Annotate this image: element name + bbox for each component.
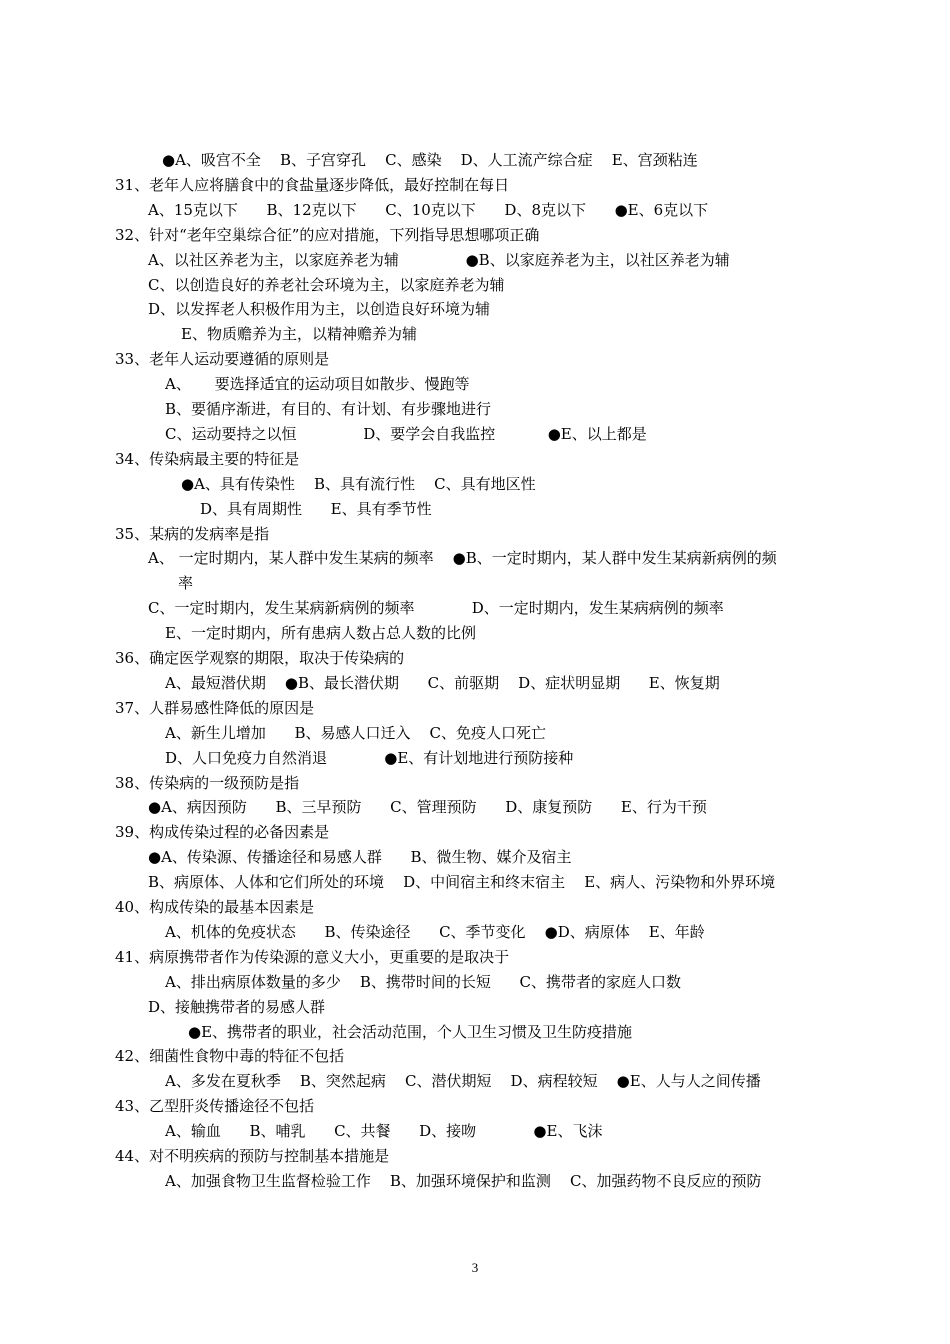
text-line: ●A、吸宫不全 B、子宫穿孔 C、感染 D、人工流产综合症 E、宫颈粘连 [162, 151, 698, 169]
text-line: 41、病原携带者作为传染源的意义大小，更重要的是取决于 [115, 948, 510, 966]
text-line: 34、传染病最主要的特征是 [115, 450, 300, 468]
text-line: A、15克以下 B、12克以下 C、10克以下 D、8克以下 ●E、6克以下 [148, 201, 709, 219]
text-line: A、 一定时期内，某人群中发生某病的频率 ●B、一定时期内，某人群中发生某病新病例的频 [148, 549, 777, 567]
text-line: A、以社区养老为主，以家庭养老为辅 ●B、以家庭养老为主，以社区养老为辅 [148, 251, 730, 269]
text-line: A、 要选择适宜的运动项目如散步、慢跑等 [165, 375, 470, 393]
text-line: A、多发在夏秋季 B、突然起病 C、潜伏期短 D、病程较短 ●E、人与人之间传播 [165, 1072, 761, 1090]
text-line: ●A、传染源、传播途径和易感人群 B、微生物、媒介及宿主 [148, 848, 572, 866]
text-line: 43、乙型肝炎传播途径不包括 [115, 1097, 315, 1115]
text-line: 33、老年人运动要遵循的原则是 [115, 350, 330, 368]
text-line: D、具有周期性 E、具有季节性 [200, 500, 432, 518]
text-line: 40、构成传染的最基本因素是 [115, 898, 315, 916]
text-line: 35、某病的发病率是指 [115, 525, 270, 543]
text-line: C、运动要持之以恒 D、要学会自我监控 ●E、以上都是 [165, 425, 647, 443]
text-line: A、输血 B、哺乳 C、共餐 D、接吻 ●E、飞沫 [165, 1122, 603, 1140]
text-line: A、排出病原体数量的多少 B、携带时间的长短 C、携带者的家庭人口数 [165, 973, 682, 991]
text-line: 39、构成传染过程的必备因素是 [115, 823, 330, 841]
text-line: D、接触携带者的易感人群 [148, 998, 326, 1016]
text-line: ●E、携带者的职业，社会活动范围，个人卫生习惯及卫生防疫措施 [188, 1023, 633, 1041]
page-number: 3 [471, 1260, 479, 1275]
text-line: 31、老年人应将膳食中的食盐量逐步降低，最好控制在每日 [115, 176, 510, 194]
text-line: 44、对不明疾病的预防与控制基本措施是 [115, 1147, 390, 1165]
text-line: A、新生儿增加 B、易感人口迁入 C、免疫人口死亡 [165, 724, 547, 742]
text-line: D、人口免疫力自然消退 ●E、有计划地进行预防接种 [165, 749, 574, 767]
text-line: C、一定时期内，发生某病新病例的频率 D、一定时期内，发生某病病例的频率 [148, 599, 724, 617]
text-line: 38、传染病的一级预防是指 [115, 774, 300, 792]
text-line: 36、确定医学观察的期限，取决于传染病的 [115, 649, 405, 667]
text-line: D、以发挥老人积极作用为主，以创造良好环境为辅 [148, 300, 491, 318]
text-line: B、要循序渐进，有目的、有计划、有步骤地进行 [165, 400, 492, 418]
text-line: E、物质赡养为主，以精神赡养为辅 [181, 325, 417, 343]
text-line: ●A、具有传染性 B、具有流行性 C、具有地区性 [181, 475, 536, 493]
text-line: B、病原体、人体和它们所处的环境 D、中间宿主和终末宿主 E、病人、污染物和外界环境 [148, 873, 776, 891]
text-line: A、加强食物卫生监督检验工作 B、加强环境保护和监测 C、加强药物不良反应的预防 [165, 1172, 762, 1190]
text-line: A、最短潜伏期 ●B、最长潜伏期 C、前驱期 D、症状明显期 E、恢复期 [165, 674, 720, 692]
text-line: C、以创造良好的养老社会环境为主，以家庭养老为辅 [148, 276, 505, 294]
text-line: 32、针对“老年空巢综合征”的应对措施，下列指导思想哪项正确 [115, 226, 540, 244]
text-line: ●A、病因预防 B、三早预防 C、管理预防 D、康复预防 E、行为干预 [148, 798, 707, 816]
text-line: 37、人群易感性降低的原因是 [115, 699, 315, 717]
text-line: E、一定时期内，所有患病人数占总人数的比例 [165, 624, 476, 642]
text-line: A、机体的免疫状态 B、传染途径 C、季节变化 ●D、病原体 E、年龄 [165, 923, 705, 941]
text-line: 42、细菌性食物中毒的特征不包括 [115, 1047, 345, 1065]
text-line: 率 [178, 574, 194, 592]
